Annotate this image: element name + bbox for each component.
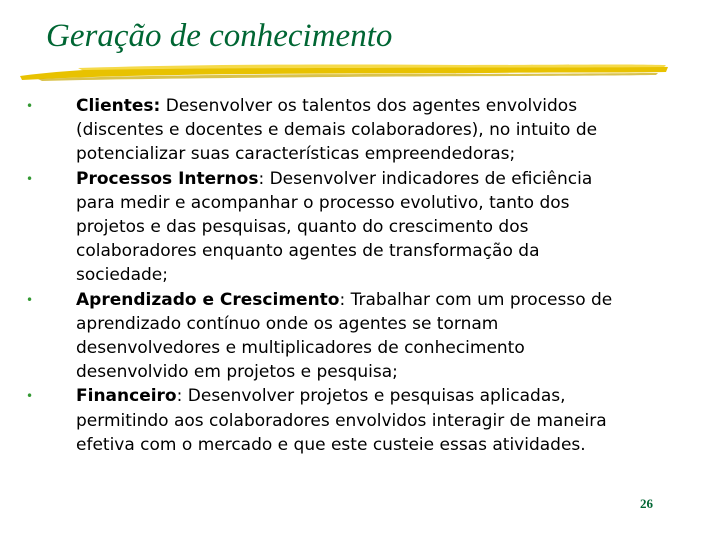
- item-separator: :: [339, 289, 351, 310]
- item-text: Desenvolver os talentos dos agentes envolvidos (discentes e docentes e demais colaboradores), no intuito de potencializar suas características empreendedoras;: [76, 96, 598, 165]
- item-label: Clientes:: [76, 96, 161, 116]
- bullet-icon: •: [26, 171, 34, 186]
- item-label: Processos Internos: [76, 168, 259, 189]
- list-item: [26, 94, 636, 167]
- bullet-icon: •: [26, 389, 34, 404]
- item-text: Trabalhar com um processo de aprendizado contínuo onde os agentes se tornam desenvolvedores e multiplicadores de conhecimento desenvolvido em projetos e pesquisa;: [76, 289, 613, 383]
- list-item: [26, 167, 636, 288]
- item-text: Desenvolver indicadores de eficiência para medir e acompanhar o processo evolutivo, tanto dos projetos e das pesquisas, quanto do crescimento dos colaboradores enquanto agentes de transformação da sociedade;: [76, 168, 593, 286]
- slide-title: Geração de conhecimento: [46, 18, 393, 54]
- title-underline: [18, 58, 670, 84]
- bullet-icon: •: [26, 292, 34, 307]
- item-separator: :: [258, 168, 270, 189]
- item-label: Aprendizado e Crescimento: [76, 289, 340, 310]
- bullet-list: [26, 94, 636, 457]
- item-label: Financeiro: [76, 386, 177, 407]
- item-separator: :: [176, 386, 188, 407]
- list-item: [26, 384, 636, 457]
- page-number: 26: [640, 496, 653, 511]
- bullet-icon: •: [26, 99, 34, 113]
- item-text: Desenvolver projetos e pesquisas aplicadas, permitindo aos colaboradores envolvidos interagir de maneira efetiva com o mercado e que este custeie essas atividades.: [76, 386, 607, 455]
- list-item: [26, 288, 636, 385]
